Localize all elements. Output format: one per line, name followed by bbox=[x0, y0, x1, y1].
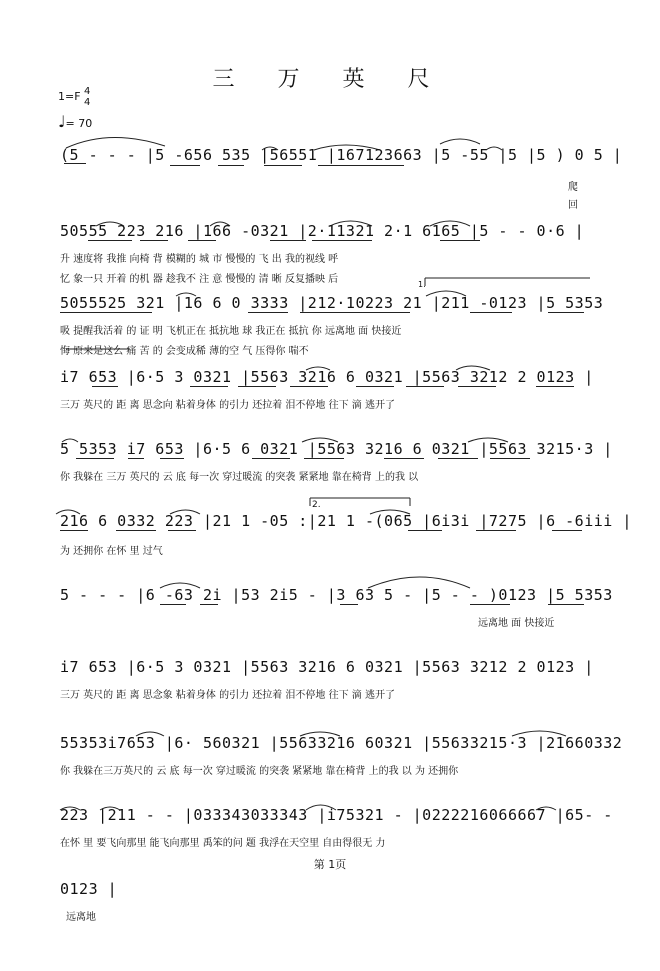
lyric-line-7: 远离地 面 快接近 bbox=[478, 618, 555, 629]
tempo-marking bbox=[58, 112, 92, 131]
music-line-3: 5055525 321 |16 6 0 3333 |212·10223 21 |211 -0123 |5 5353 bbox=[60, 294, 604, 312]
lyric-line-8: 三万 英尺的 距 离 思念象 粘着身体 的引力 还拉着 泪不停地 往下 滴 逃开了 bbox=[60, 690, 395, 701]
key-signature: 1=F bbox=[58, 90, 81, 103]
music-line-2: 50555 223 216 |166 -0321 |2·11321 2·1 6165 |5 - - 0·6 | bbox=[60, 222, 585, 240]
lyric-line-11: 远离地 bbox=[66, 912, 96, 923]
song-title: 三 万 英 尺 bbox=[212, 67, 448, 92]
time-signature-top: 4 bbox=[84, 86, 91, 97]
lyric-line-6: 为 还拥你 在怀 里 过气 bbox=[60, 546, 163, 557]
lyric-line-3b: 悔 原来是这么 痛 苦 的 会变成稀 薄的空 气 压得你 喘不 bbox=[60, 346, 309, 357]
first-ending-mark: 1. bbox=[418, 280, 426, 289]
tempo-value: = 70 bbox=[65, 117, 93, 130]
music-line-5: 5 5353 i7 653 |6·5 6 0321 |5563 3216 6 0321 |5563 3215·3 | bbox=[60, 440, 613, 458]
time-signature bbox=[84, 86, 90, 108]
lyric-line-1a: 爬 bbox=[568, 182, 578, 193]
music-line-9: 55353i7653 |6· 560321 |55633216 60321 |55633215·3 |21660332 bbox=[60, 734, 623, 752]
music-line-8: i7 653 |6·5 3 0321 |5563 3216 6 0321 |5563 3212 2 0123 | bbox=[60, 658, 594, 676]
lyric-line-2a: 升 速度将 我推 向椅 背 模糊的 城 市 慢慢的 飞 出 我的视线 呼 bbox=[60, 254, 339, 265]
lyric-line-3a: 吸 提醒我活着 的 证 明 飞机正在 抵抗地 球 我正在 抵抗 你 远离地 面 快接近 bbox=[60, 326, 402, 337]
music-line-10: 223 |211 - - |033343033343 |i75321 - |0222216066667 |65- - bbox=[60, 806, 613, 824]
lyric-line-10: 在怀 里 要飞向那里 能飞向那里 禹笨的问 题 我浮在天空里 自由得很无 力 bbox=[60, 838, 386, 849]
music-line-1: (5 - - - |5 -656 535 |56551 |167123663 |5 -55 |5 |5 ) 0 5 | bbox=[60, 146, 623, 164]
lyric-line-9: 你 我躲在三万英尺的 云 底 每一次 穿过暖流 的突袭 紧紧地 靠在椅背 上的我 以 为 还拥你 bbox=[60, 766, 459, 777]
lyric-line-2b: 忆 象一只 开着 的机 器 趁我不 注 意 慢慢的 清 晰 反复播映 后 bbox=[60, 274, 339, 285]
quarter-note-icon: ♩ bbox=[58, 112, 66, 131]
lyric-line-1b: 回 bbox=[568, 200, 578, 211]
page-number: 第 1页 bbox=[313, 858, 347, 871]
volta-bracket-label: 2. bbox=[312, 500, 321, 510]
music-line-11: 0123 | bbox=[60, 880, 118, 898]
music-line-4: i7 653 |6·5 3 0321 |5563 3216 6 0321 |5563 3212 2 0123 | bbox=[60, 368, 594, 386]
lyric-line-5: 你 我躲在 三万 英尺的 云 底 每一次 穿过暖流 的突袭 紧紧地 靠在椅背 上的我 以 bbox=[60, 472, 419, 483]
time-signature-bottom: 4 bbox=[84, 97, 91, 108]
lyric-line-4: 三万 英尺的 距 离 思念向 粘着身体 的引力 还拉着 泪不停地 往下 滴 逃开了 bbox=[60, 400, 395, 411]
music-line-7: 5 - - - |6 -63 2i |53 2i5 - |3 63 5 - |5 - - )0123 |5 5353 bbox=[60, 586, 613, 604]
music-line-6: 216 6 0332 223 |21 1 -05 :|21 1 -(065 |6i3i |7275 |6 -6iii | bbox=[60, 512, 632, 530]
